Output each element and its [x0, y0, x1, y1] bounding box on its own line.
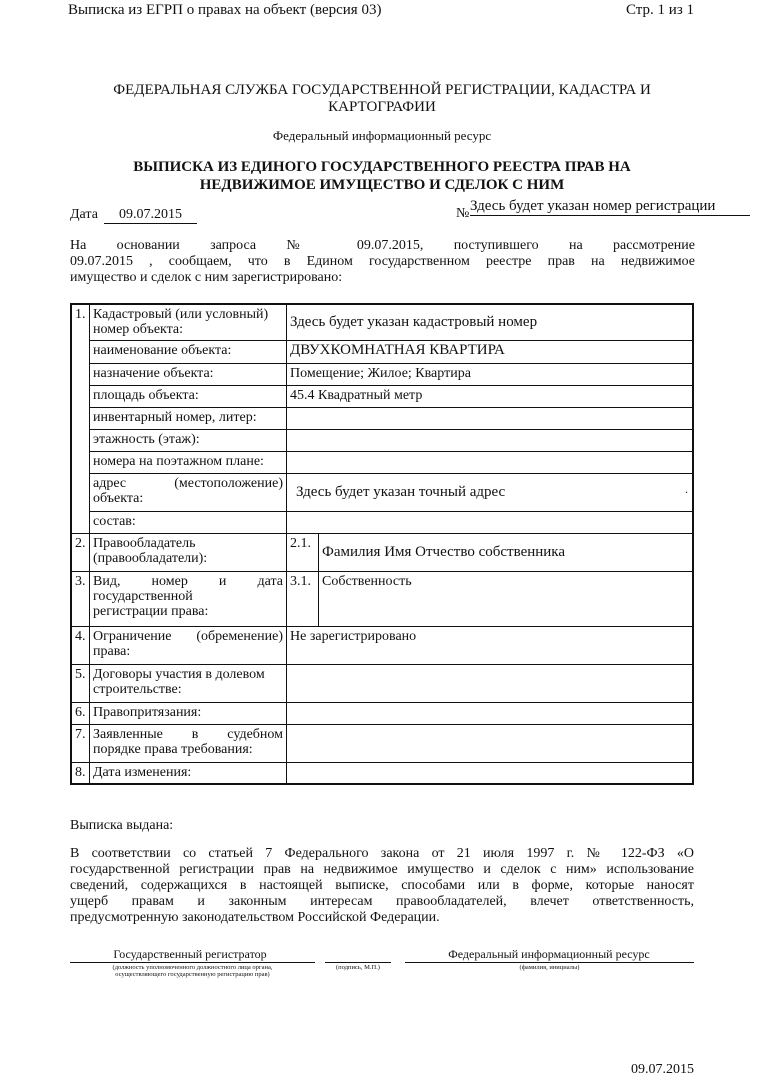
address-label-line-2: объекта:: [93, 490, 144, 506]
claims-label: Правопритязания:: [90, 702, 287, 724]
row-number-8: 8.: [71, 762, 90, 784]
basis-line-1: На основании запроса № 09.07.2015, поступившего на рассмотрение: [70, 238, 695, 253]
title-line-2: НЕДВИЖИМОЕ ИМУЩЕСТВО И СДЕЛОК С НИМ: [199, 177, 565, 193]
court-claims-label-line-2: порядке права требования:: [93, 741, 253, 757]
area-label: площадь объекта:: [90, 385, 287, 407]
resource-subtitle: Федеральный информационный ресурс: [272, 128, 492, 143]
cadastral-label-line-2: номер объекта:: [93, 322, 184, 337]
encumbrance-value: Не зарегистрировано: [287, 626, 694, 664]
agency-name: [80, 82, 684, 116]
basis-line-3: имущество и сделок с ним зарегистрировано:: [70, 270, 343, 285]
right-type-label-line-2: государственной: [93, 588, 193, 604]
shared-construction-label-line-2: строительстве:: [93, 681, 182, 697]
name-line: [405, 962, 694, 963]
row-number-3: 3.: [71, 571, 90, 626]
claims-value: [287, 702, 694, 724]
title-line-1: ВЫПИСКА ИЗ ЕДИНОГО ГОСУДАРСТВЕННОГО РЕЕСТРА ПРАВ НА: [133, 159, 631, 175]
shared-construction-value: [287, 664, 694, 702]
encumbrance-label-line-2: права:: [93, 643, 131, 659]
object-name-label: наименование объекта:: [90, 340, 287, 363]
cadastral-label: [90, 304, 287, 340]
address-value-cell: [287, 473, 694, 511]
owner-label-line-2: (правообладатели):: [93, 550, 208, 566]
encumbrance-label-line-1: Ограничение (обременение): [93, 628, 283, 644]
right-type-value: Собственность: [319, 571, 694, 626]
floorplan-value: [287, 451, 694, 473]
object-name-value: ДВУХКОМНАТНАЯ КВАРТИРА: [287, 340, 694, 363]
inventory-value: [287, 407, 694, 429]
row-number-6: 6.: [71, 702, 90, 724]
floors-value: [287, 429, 694, 451]
document-header-title: Выписка из ЕГРП о правах на объект (версия 03): [68, 2, 382, 18]
basis-line-2: 09.07.2015 , сообщаем, что в Едином государственном реестре прав на недвижимое: [70, 254, 695, 269]
legal-line-5: предусмотренную законодательством Российской Федерации.: [70, 910, 440, 925]
page-counter: Стр. 1 из 1: [626, 2, 694, 18]
date-value: 09.07.2015: [104, 207, 197, 224]
court-claims-label-line-1: Заявленные в судебном: [93, 726, 283, 742]
legal-line-4: ущерб правам и законным интересам правообладателей, влечет ответственность,: [70, 894, 694, 909]
court-claims-label: [90, 724, 287, 762]
area-value: 45.4 Квадратный метр: [287, 385, 694, 407]
footer-date: 09.07.2015: [631, 1062, 694, 1077]
request-basis-text: [70, 238, 695, 286]
registrar-line: [70, 962, 315, 963]
right-type-label-line-3: регистрации права:: [93, 603, 209, 619]
address-dot: .: [685, 481, 688, 496]
shared-construction-label: [90, 664, 287, 702]
signature-line: [325, 962, 391, 963]
address-value: Здесь будет указан точный адрес: [296, 483, 506, 500]
legal-line-1: В соответствии со статьей 7 Федерального закона от 21 июля 1997 г. № 122-ФЗ «О: [70, 846, 694, 861]
change-date-value: [287, 762, 694, 784]
issued-label: Выписка выдана:: [70, 818, 174, 833]
shared-construction-label-line-1: Договоры участия в долевом: [93, 666, 265, 682]
resource-signature-title: Федеральный информационный ресурс: [448, 947, 650, 961]
court-claims-value: [287, 724, 694, 762]
registration-number: Здесь будет указан номер регистрации: [470, 198, 750, 216]
cadastral-value: Здесь будет указан кадастровый номер: [287, 304, 694, 340]
purpose-label: назначение объекта:: [90, 363, 287, 385]
floorplan-label: номера на поэтажном плане:: [90, 451, 287, 473]
composition-value: [287, 511, 694, 533]
floors-label: этажность (этаж):: [90, 429, 287, 451]
signature-caption: (подпись, М.П.): [336, 964, 380, 971]
address-label-line-1: адрес (местоположение): [93, 475, 283, 491]
legal-line-2: государственной регистрации прав на недвижимое имущество и сделок с ним» использование: [70, 862, 694, 877]
owner-subnumber: 2.1.: [287, 533, 319, 571]
right-type-label-line-1: Вид, номер и дата: [93, 573, 283, 589]
row-number-1: 1.: [71, 304, 90, 533]
address-label: [90, 473, 287, 511]
change-date-label: Дата изменения:: [90, 762, 287, 784]
owner-label: [90, 533, 287, 571]
cadastral-label-line-1: Кадастровый (или условный): [93, 307, 269, 322]
purpose-value: Помещение; Жилое; Квартира: [287, 363, 694, 385]
row-number-5: 5.: [71, 664, 90, 702]
registrar-title: Государственный регистратор: [113, 947, 267, 961]
legal-notice: [70, 846, 694, 926]
registry-table: [70, 303, 694, 785]
right-subnumber: 3.1.: [287, 571, 319, 626]
owner-label-line-1: Правообладатель: [93, 535, 196, 551]
document-title: [80, 158, 684, 194]
name-caption: (фамилия, инициалы): [519, 964, 580, 971]
legal-line-3: сведений, содержащихся в настоящей выписке, способами или в форме, которые наносят: [70, 878, 694, 893]
registrar-caption-line-2: осуществляющего государственную регистрацию прав): [115, 971, 270, 978]
agency-line-2: КАРТОГРАФИИ: [328, 99, 436, 115]
row-number-4: 4.: [71, 626, 90, 664]
row-number-2: 2.: [71, 533, 90, 571]
row-number-7: 7.: [71, 724, 90, 762]
registrar-caption-line-1: (должность уполномоченного должностного лица органа,: [112, 964, 273, 971]
registrar-caption: [70, 964, 315, 978]
agency-line-1: ФЕДЕРАЛЬНАЯ СЛУЖБА ГОСУДАРСТВЕННОЙ РЕГИСТРАЦИИ, КАДАСТРА И: [113, 82, 651, 98]
encumbrance-label: [90, 626, 287, 664]
inventory-label: инвентарный номер, литер:: [90, 407, 287, 429]
right-type-label: [90, 571, 287, 626]
number-label: №: [456, 206, 470, 221]
composition-label: состав:: [90, 511, 287, 533]
date-label: Дата: [70, 207, 98, 222]
owner-value: Фамилия Имя Отчество собственника: [319, 533, 694, 571]
